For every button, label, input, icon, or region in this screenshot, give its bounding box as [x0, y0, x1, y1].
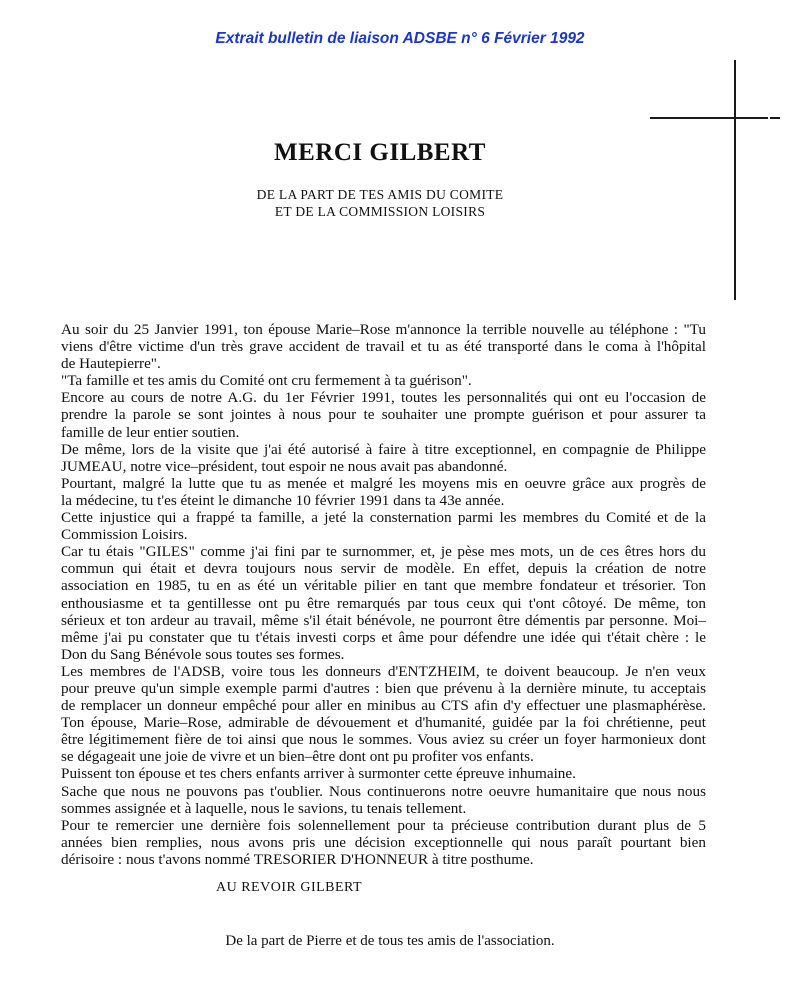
- body-line: de Hautepierre".: [61, 355, 161, 373]
- body-line: de remplacer un donneur empêché pour aller en minibus au CTS afin d'y effectuer une plasmaphérèse.: [61, 697, 706, 715]
- body-line: Don du Sang Bénévole sous toutes ses formes.: [61, 645, 345, 663]
- subtitle-line: ET DE LA COMMISSION LOISIRS: [274, 204, 486, 219]
- body-line: Commission Loisirs.: [61, 526, 188, 544]
- body-line: la médecine, tu t'es éteint le dimanche 10 février 1991 dans ta 43e année.: [61, 491, 505, 509]
- body-line: sérieux et ton ardeur au travail, même s'il était bénévole, ne pourront être démentis par personne. Moi–: [61, 611, 706, 629]
- body-line: se dégageait une joie de vivre et un bien–être dont ont pu profiter vos enfants.: [61, 748, 534, 766]
- body-line: même j'ai pu constater que tu t'étais investi corps et âme pour défendre une idée qui t'était chère : le: [61, 628, 706, 646]
- body-line: dérisoire : nous t'avons nommé TRESORIER D'HONNEUR à titre posthume.: [61, 850, 534, 868]
- subtitle: [0, 186, 760, 220]
- tribute-body: [61, 321, 706, 868]
- body-line: famille de leur entier soutien.: [61, 423, 240, 441]
- body-line: "Ta famille et tes amis du Comité ont cru fermement à ta guérison".: [61, 372, 472, 390]
- body-line: Ton épouse, Marie–Rose, admirable de dévouement et d'humanité, guidée par la foi chrétienne, peut: [61, 714, 706, 732]
- body-line: Cette injustice qui a frappé ta famille, a jeté la consternation parmi les membres du Comité et de la: [61, 509, 706, 527]
- signature-line: De la part de Pierre et de tous tes amis de l'association.: [225, 933, 555, 949]
- page-title: MERCI GILBERT: [274, 139, 486, 166]
- bulletin-header-note: Extrait bulletin de liaison ADSBE n° 6 Février 1992: [215, 30, 585, 47]
- body-line: viens d'être victime d'un très grave accident de travail et tu as été transporté dans le coma à l'hôpital: [61, 338, 706, 356]
- body-line: prendre la parole se sont jointes à nous pour te souhaiter une prompte guérison et pour assurer ta: [61, 406, 706, 424]
- body-line: commun qui était et devra toujours nous servir de modèle. En effet, depuis la création de notre: [61, 560, 706, 578]
- body-line: JUMEAU, notre vice–président, tout espoir ne nous avait pas abandonné.: [61, 457, 508, 475]
- subtitle-line: DE LA PART DE TES AMIS DU COMITE: [256, 187, 504, 202]
- cross-horizontal-bar: [650, 117, 768, 119]
- cross-tick-mark: [770, 117, 780, 119]
- body-line: De même, lors de la visite que j'ai été autorisé à faire à titre exceptionnel, en compagnie de Philippe: [61, 440, 706, 458]
- body-line: Au soir du 25 Janvier 1991, ton épouse Marie–Rose m'annonce la terrible nouvelle au téléphone : "Tu: [61, 321, 706, 338]
- cross-vertical-bar: [734, 60, 736, 300]
- body-line: Sache que nous ne pouvons pas t'oublier. Nous continuerons notre oeuvre humanitaire que nous nous: [61, 782, 706, 800]
- body-line: Puissent ton épouse et tes chers enfants arriver à surmonter cette épreuve inhumaine.: [61, 765, 576, 783]
- body-line: Pourtant, malgré la lutte que tu as menée et malgré les moyens mis en oeuvre grâce aux progrès de: [61, 474, 706, 492]
- farewell-line: AU REVOIR GILBERT: [216, 880, 363, 895]
- body-line: sommes assignée et à laquelle, nous le savions, tu tenais tellement.: [61, 799, 467, 817]
- body-line: Pour te remercier une dernière fois solennellement pour ta précieuse contribution durant plus de 5: [61, 816, 706, 834]
- body-line: association en 1985, tu en as été un véritable pilier en tant que membre fondateur et trésorier. Ton: [61, 577, 706, 595]
- body-line: années bien remplies, nous avons pris une décision exceptionnelle qui nous paraît pourtant bien: [61, 833, 706, 851]
- body-line: être légitimement fière de toi ainsi que nous le sommes. Vous aviez su créer un foyer harmonieux dont: [61, 731, 706, 749]
- body-line: Les membres de l'ADSB, voire tous les donneurs d'ENTZHEIM, te doivent beaucoup. Je n'en veux: [61, 662, 706, 680]
- body-line: enthousiasme et ta gentillesse ont pu être remarqués par tous ceux qui t'ont côtoyé. De même, ton: [61, 594, 706, 612]
- body-line: Encore au cours de notre A.G. du 1er Février 1991, toutes les personnalités qui ont eu l'occasion de: [61, 389, 706, 407]
- body-line: pour preuve qu'un simple exemple parmi d'autres : bien que prévenu à la dernière minute, tu acceptais: [61, 679, 706, 697]
- body-line: Car tu étais "GILES" comme j'ai fini par te surnommer, et, je pèse mes mots, un de ces êtres hors du: [61, 543, 706, 561]
